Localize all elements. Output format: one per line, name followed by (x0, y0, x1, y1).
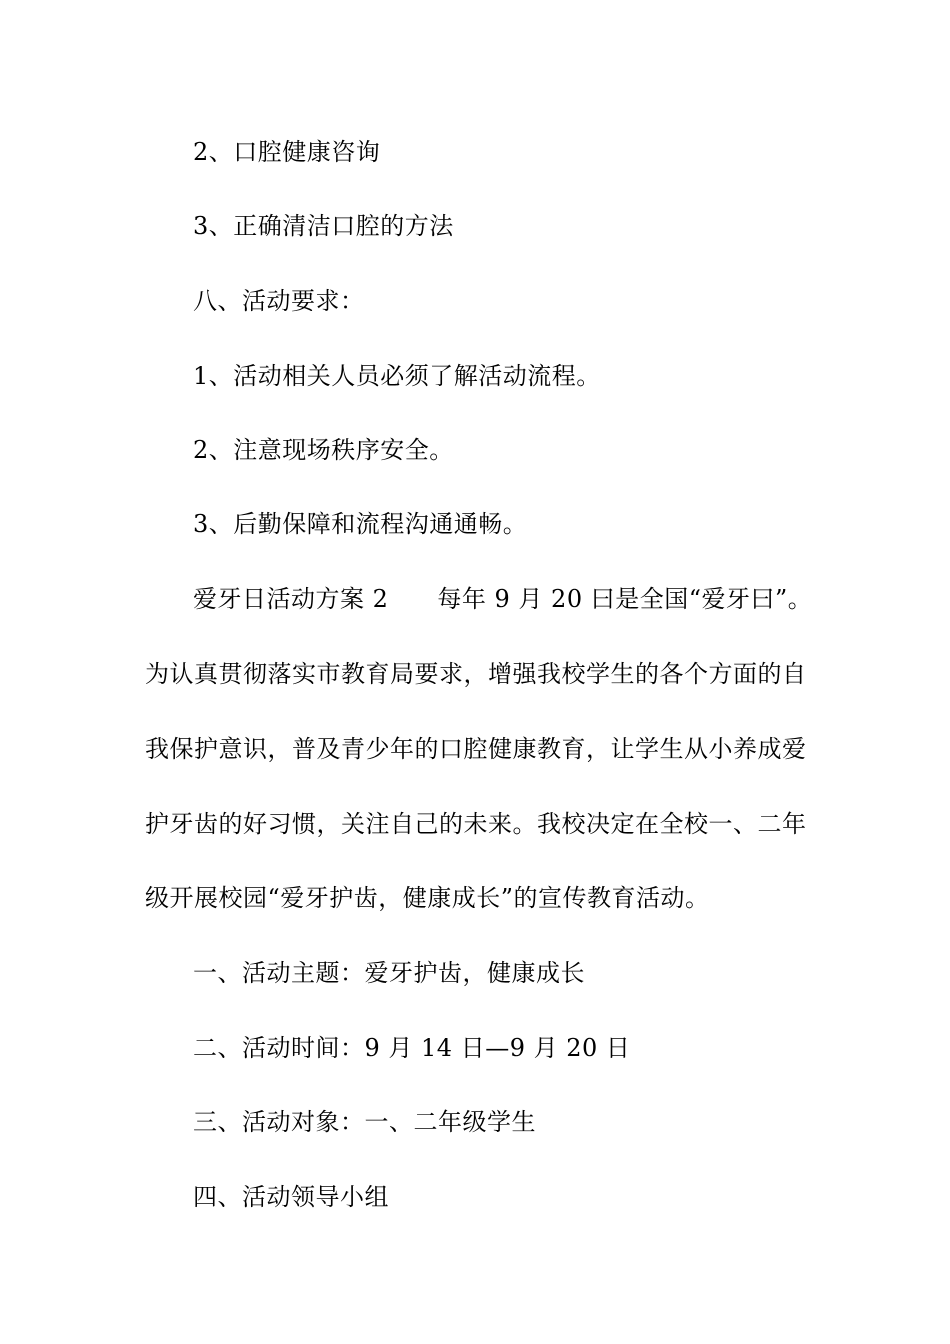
text-line: 2、口腔健康咨询 (193, 138, 381, 166)
section-heading: 四、活动领导小组 (193, 1183, 389, 1211)
section-heading: 八、活动要求： (193, 287, 365, 315)
text-line: 3、后勤保障和流程沟通通畅。 (193, 510, 528, 538)
text-line: 1、活动相关人员必须了解活动流程。 (193, 362, 601, 390)
paragraph-line: 护牙齿的好习惯，关注自己的未来。我校决定在全校一、二年 (145, 810, 807, 838)
paragraph-line: 为认真贯彻落实市教育局要求，增强我校学生的各个方面的自 (145, 660, 807, 688)
paragraph-line: 级开展校园“爱牙护齿，健康成长”的宣传教育活动。 (145, 884, 710, 912)
text-line: 2、注意现场秩序安全。 (193, 436, 454, 464)
section-heading: 二、活动时间：9 月 14 日—9 月 20 日 (193, 1034, 631, 1062)
paragraph-line: 我保护意识，普及青少年的口腔健康教育，让学生从小养成爱 (145, 735, 807, 763)
paragraph-first-line: 爱牙日活动方案 2 每年 9 月 20 曰是全国“爱牙曰”。 (193, 585, 813, 613)
text-line: 3、正确清洁口腔的方法 (193, 212, 454, 240)
section-heading: 三、活动对象：一、二年级学生 (193, 1108, 536, 1136)
section-heading: 一、活动主题：爱牙护齿，健康成长 (193, 959, 585, 987)
